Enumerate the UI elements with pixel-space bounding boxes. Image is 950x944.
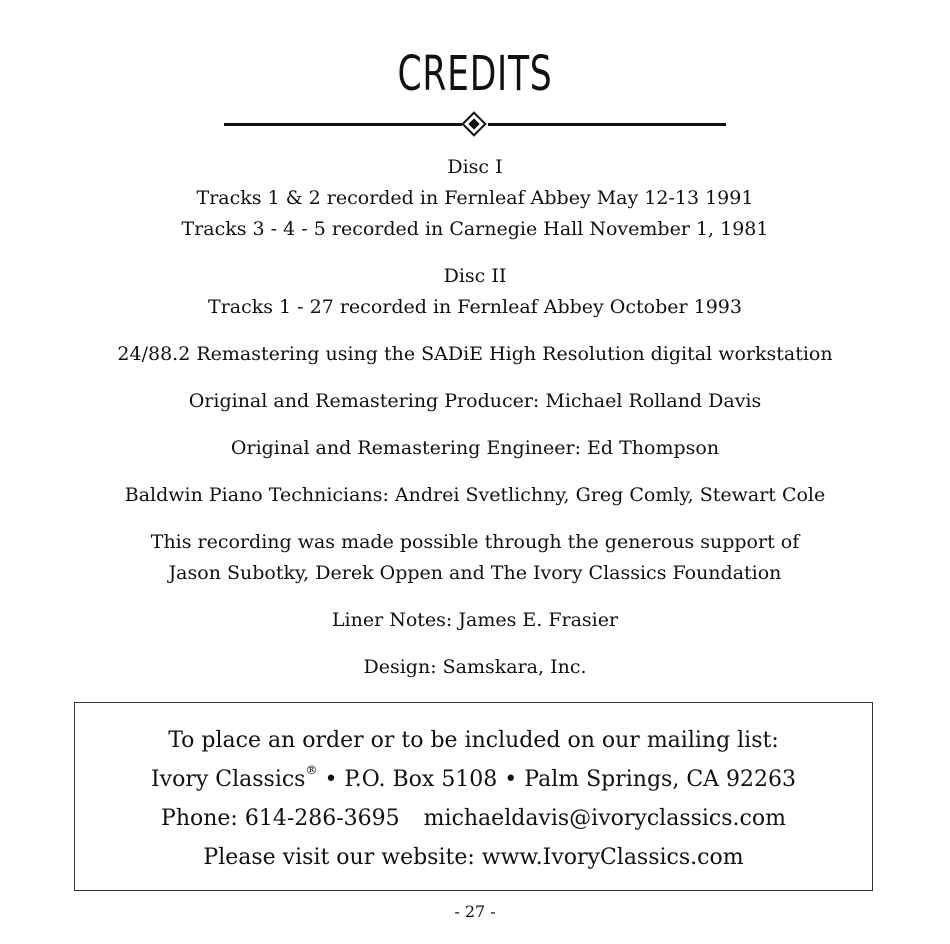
disc-2-heading: Disc II: [443, 265, 507, 287]
support-line-2: Jason Subotky, Derek Oppen and The Ivory Classics Foundation: [168, 562, 782, 584]
support-credit: [0, 527, 950, 589]
liner-notes-text: Liner Notes: James E. Frasier: [331, 609, 619, 631]
disc-1-block: [0, 152, 950, 245]
remastering-text: 24/88.2 Remastering using the SADiE High Resolution digital workstation: [117, 343, 833, 365]
website-line: Please visit our website: www.IvoryClassics.com: [203, 845, 744, 870]
support-line-1: This recording was made possible through the generous support of: [150, 531, 800, 553]
title-divider: [224, 113, 726, 135]
postal-address: • P.O. Box 5108 • Palm Springs, CA 92263: [317, 767, 797, 792]
disc-1-line-2: Tracks 3 - 4 - 5 recorded in Carnegie Hall November 1, 1981: [181, 218, 769, 240]
phone-number: Phone: 614-286-3695: [161, 806, 400, 831]
liner-notes-credit: [0, 605, 950, 636]
technicians-credit: [0, 480, 950, 511]
disc-1-line-1: Tracks 1 & 2 recorded in Fernleaf Abbey May 12-13 1991: [196, 187, 754, 209]
divider-line-right: [488, 123, 726, 126]
diamond-ornament-icon: [461, 111, 486, 136]
credits-list: [0, 152, 950, 699]
disc-1-heading: Disc I: [447, 156, 503, 178]
engineer-text: Original and Remastering Engineer: Ed Thompson: [230, 437, 720, 459]
registered-mark: ®: [305, 763, 318, 777]
order-contact-line: [75, 799, 872, 838]
design-text: Design: Samskara, Inc.: [363, 656, 587, 678]
order-address-line: [75, 760, 872, 799]
disc-2-line-1: Tracks 1 - 27 recorded in Fernleaf Abbey October 1993: [208, 296, 742, 318]
email-address: michaeldavis@ivoryclassics.com: [423, 806, 786, 831]
disc-2-block: [0, 261, 950, 323]
order-info-box: [74, 702, 873, 891]
order-intro: To place an order or to be included on our mailing list:: [168, 728, 779, 753]
technicians-text: Baldwin Piano Technicians: Andrei Svetlichny, Greg Comly, Stewart Cole: [124, 484, 826, 506]
divider-line-left: [224, 123, 462, 126]
page-title: CREDITS: [397, 46, 553, 102]
design-credit: [0, 652, 950, 683]
page-number: - 27 -: [454, 902, 496, 921]
producer-text: Original and Remastering Producer: Michael Rolland Davis: [188, 390, 762, 412]
producer-credit: [0, 386, 950, 417]
company-name: Ivory Classics: [150, 767, 306, 792]
remastering-credit: [0, 339, 950, 370]
diamond-ornament-core: [468, 118, 479, 129]
engineer-credit: [0, 433, 950, 464]
